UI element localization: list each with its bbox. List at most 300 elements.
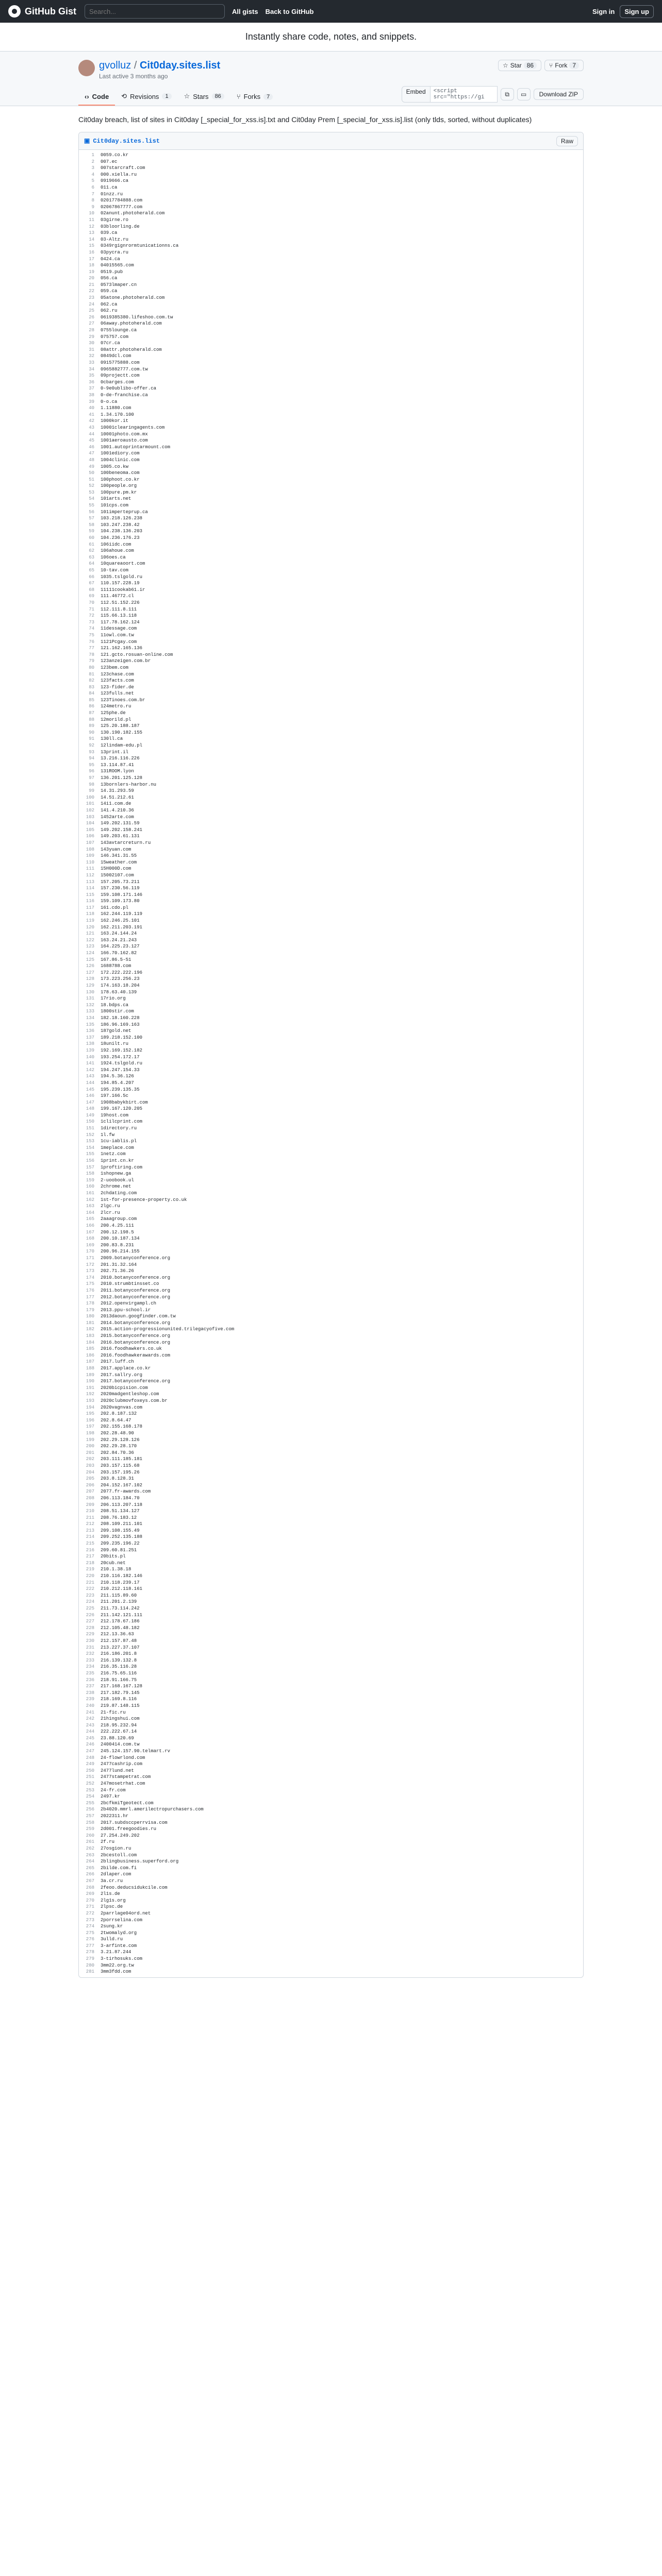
sign-up-button[interactable]: Sign up (620, 5, 654, 18)
line-number[interactable]: 157 (86, 1164, 94, 1170)
line-number[interactable]: 63 (89, 554, 94, 560)
line-number[interactable]: 134 (86, 1015, 94, 1021)
line-number[interactable]: 107 (86, 840, 94, 845)
line-number[interactable]: 127 (86, 970, 94, 975)
line-number[interactable]: 66 (89, 574, 94, 580)
line-number[interactable]: 150 (86, 1119, 94, 1125)
line-number[interactable]: 54 (89, 496, 94, 502)
line-number[interactable]: 185 (86, 1346, 94, 1352)
line-number[interactable]: 219 (86, 1567, 94, 1572)
line-number[interactable]: 244 (86, 1729, 94, 1735)
line-number[interactable]: 88 (89, 717, 94, 722)
star-button[interactable] (498, 60, 541, 71)
line-number[interactable]: 13 (89, 230, 94, 236)
line-number[interactable]: 168 (86, 1236, 94, 1242)
line-number[interactable]: 119 (86, 918, 94, 924)
line-number[interactable]: 240 (86, 1703, 94, 1708)
line-number[interactable]: 174 (86, 1275, 94, 1280)
raw-button[interactable]: Raw (556, 136, 578, 146)
line-number[interactable]: 111 (86, 866, 94, 872)
line-number[interactable]: 208 (86, 1495, 94, 1501)
avatar[interactable] (78, 60, 95, 76)
line-number[interactable]: 138 (86, 1041, 94, 1047)
github-gist-logo[interactable] (8, 5, 76, 18)
line-number[interactable]: 171 (86, 1255, 94, 1261)
line-number[interactable]: 115 (86, 892, 94, 897)
tab-code[interactable] (78, 89, 115, 106)
line-number[interactable]: 175 (86, 1281, 94, 1287)
line-number[interactable]: 26 (89, 314, 94, 320)
line-number[interactable]: 220 (86, 1573, 94, 1579)
line-number[interactable]: 16 (89, 249, 94, 255)
line-number[interactable]: 261 (86, 1839, 94, 1845)
line-number[interactable]: 126 (86, 963, 94, 969)
line-number[interactable]: 270 (86, 1897, 94, 1903)
line-number[interactable]: 50 (89, 470, 94, 476)
line-number[interactable]: 162 (86, 1197, 94, 1202)
line-number[interactable]: 51 (89, 477, 94, 482)
line-number[interactable]: 99 (89, 788, 94, 794)
line-number[interactable]: 236 (86, 1677, 94, 1683)
line-number[interactable]: 28 (89, 328, 94, 333)
line-number[interactable]: 227 (86, 1619, 94, 1624)
line-number[interactable]: 42 (89, 418, 94, 424)
line-number[interactable]: 82 (89, 678, 94, 684)
line-number[interactable]: 216 (86, 1547, 94, 1553)
nav-all-gists[interactable]: All gists (232, 7, 258, 15)
line-number[interactable]: 45 (89, 438, 94, 444)
line-number[interactable]: 44 (89, 431, 94, 437)
line-number[interactable]: 5 (91, 178, 94, 184)
line-number[interactable]: 203 (86, 1463, 94, 1468)
line-number[interactable]: 235 (86, 1670, 94, 1676)
line-number[interactable]: 269 (86, 1891, 94, 1897)
line-number[interactable]: 38 (89, 392, 94, 398)
line-number[interactable]: 166 (86, 1223, 94, 1228)
line-number[interactable]: 18 (89, 263, 94, 268)
line-number[interactable]: 211 (86, 1515, 94, 1520)
line-number[interactable]: 277 (86, 1943, 94, 1948)
line-number[interactable]: 83 (89, 684, 94, 690)
download-zip-button[interactable]: Download ZIP (534, 89, 584, 100)
line-number[interactable]: 17 (89, 256, 94, 262)
line-number[interactable]: 184 (86, 1340, 94, 1345)
line-number[interactable]: 243 (86, 1722, 94, 1728)
line-number[interactable]: 80 (89, 665, 94, 670)
line-number[interactable]: 182 (86, 1327, 94, 1332)
line-number[interactable]: 52 (89, 483, 94, 489)
line-number[interactable]: 62 (89, 548, 94, 554)
line-number[interactable]: 78 (89, 652, 94, 657)
line-number[interactable]: 158 (86, 1171, 94, 1177)
line-number[interactable]: 198 (86, 1430, 94, 1436)
line-number[interactable]: 86 (89, 704, 94, 709)
line-number[interactable]: 241 (86, 1709, 94, 1715)
line-number[interactable]: 186 (86, 1352, 94, 1358)
line-number[interactable]: 178 (86, 1301, 94, 1307)
line-number[interactable]: 247 (86, 1749, 94, 1754)
line-number[interactable]: 200 (86, 1444, 94, 1449)
line-number[interactable]: 37 (89, 386, 94, 392)
line-number[interactable]: 217 (86, 1554, 94, 1560)
line-number[interactable]: 67 (89, 581, 94, 586)
line-number[interactable]: 2 (91, 159, 94, 164)
line-number[interactable]: 169 (86, 1242, 94, 1248)
line-number[interactable]: 263 (86, 1852, 94, 1858)
line-number[interactable]: 273 (86, 1917, 94, 1923)
line-number[interactable]: 69 (89, 594, 94, 599)
line-number[interactable]: 15 (89, 243, 94, 249)
line-number[interactable]: 267 (86, 1878, 94, 1884)
line-number[interactable]: 65 (89, 568, 94, 573)
line-number[interactable]: 7 (91, 191, 94, 197)
line-number[interactable]: 71 (89, 606, 94, 612)
line-number[interactable]: 204 (86, 1469, 94, 1475)
line-number[interactable]: 124 (86, 951, 94, 956)
line-number[interactable]: 105 (86, 827, 94, 833)
line-number[interactable]: 128 (86, 976, 94, 982)
line-number[interactable]: 148 (86, 1106, 94, 1112)
line-number[interactable]: 129 (86, 983, 94, 988)
line-number[interactable]: 22 (89, 289, 94, 294)
tab-revisions[interactable] (115, 88, 177, 106)
line-number[interactable]: 46 (89, 444, 94, 450)
line-number[interactable]: 72 (89, 613, 94, 619)
line-number[interactable]: 262 (86, 1845, 94, 1851)
line-number[interactable]: 94 (89, 756, 94, 761)
line-number[interactable]: 57 (89, 516, 94, 521)
line-number[interactable]: 191 (86, 1385, 94, 1391)
line-number[interactable]: 23 (89, 295, 94, 301)
line-number[interactable]: 207 (86, 1489, 94, 1495)
line-number[interactable]: 256 (86, 1807, 94, 1812)
desktop-icon[interactable]: ▭ (517, 88, 531, 100)
line-number[interactable]: 142 (86, 1067, 94, 1073)
line-number[interactable]: 225 (86, 1606, 94, 1611)
line-number[interactable]: 215 (86, 1541, 94, 1547)
line-number[interactable]: 250 (86, 1768, 94, 1773)
line-number[interactable]: 183 (86, 1333, 94, 1339)
line-number[interactable]: 130 (86, 989, 94, 995)
line-number[interactable]: 91 (89, 736, 94, 742)
line-number[interactable]: 232 (86, 1651, 94, 1657)
line-number[interactable]: 8 (91, 198, 94, 204)
line-number[interactable]: 60 (89, 535, 94, 541)
line-number[interactable]: 278 (86, 1950, 94, 1955)
line-number[interactable]: 275 (86, 1930, 94, 1936)
line-number[interactable]: 156 (86, 1158, 94, 1164)
line-number[interactable]: 212 (86, 1521, 94, 1527)
line-number[interactable]: 113 (86, 879, 94, 885)
line-number[interactable]: 84 (89, 691, 94, 697)
line-number[interactable]: 268 (86, 1885, 94, 1890)
line-number[interactable]: 237 (86, 1684, 94, 1689)
line-number[interactable]: 64 (89, 561, 94, 567)
line-number[interactable]: 188 (86, 1366, 94, 1371)
line-number[interactable]: 246 (86, 1742, 94, 1748)
line-number[interactable]: 147 (86, 1099, 94, 1105)
line-number[interactable]: 177 (86, 1294, 94, 1300)
line-number[interactable]: 251 (86, 1774, 94, 1780)
line-number[interactable]: 173 (86, 1268, 94, 1274)
line-number[interactable]: 30 (89, 341, 94, 346)
line-number[interactable]: 259 (86, 1826, 94, 1832)
line-number[interactable]: 14 (89, 236, 94, 242)
line-number[interactable]: 4 (91, 172, 94, 177)
line-number[interactable]: 27 (89, 321, 94, 327)
line-number[interactable]: 74 (89, 626, 94, 632)
line-number[interactable]: 229 (86, 1632, 94, 1637)
line-number[interactable]: 145 (86, 1087, 94, 1092)
line-number[interactable]: 136 (86, 1028, 94, 1034)
line-number[interactable]: 139 (86, 1047, 94, 1053)
line-number[interactable]: 108 (86, 846, 94, 852)
line-number[interactable]: 34 (89, 366, 94, 372)
line-number[interactable]: 206 (86, 1482, 94, 1488)
line-number[interactable]: 97 (89, 775, 94, 781)
line-number[interactable]: 101 (86, 801, 94, 807)
line-number[interactable]: 1 (91, 152, 94, 158)
line-number[interactable]: 154 (86, 1145, 94, 1150)
line-number[interactable]: 233 (86, 1657, 94, 1663)
line-number[interactable]: 131 (86, 996, 94, 1002)
line-number[interactable]: 104 (86, 821, 94, 826)
line-number[interactable]: 264 (86, 1859, 94, 1865)
line-number[interactable]: 118 (86, 911, 94, 917)
line-number[interactable]: 103 (86, 814, 94, 820)
line-number[interactable]: 196 (86, 1417, 94, 1423)
copy-icon[interactable]: ⧉ (501, 88, 514, 100)
line-number[interactable]: 234 (86, 1664, 94, 1670)
tab-stars[interactable] (178, 88, 230, 106)
line-number[interactable]: 218 (86, 1560, 94, 1566)
line-number[interactable]: 179 (86, 1307, 94, 1313)
line-number[interactable]: 12 (89, 224, 94, 229)
line-number[interactable]: 214 (86, 1534, 94, 1540)
line-number[interactable]: 238 (86, 1690, 94, 1696)
line-number[interactable]: 223 (86, 1592, 94, 1598)
line-number[interactable]: 187 (86, 1359, 94, 1365)
line-number[interactable]: 132 (86, 1002, 94, 1008)
line-number[interactable]: 53 (89, 489, 94, 495)
line-number[interactable]: 257 (86, 1814, 94, 1819)
line-number[interactable]: 159 (86, 1177, 94, 1183)
line-number[interactable]: 121 (86, 931, 94, 937)
line-number[interactable]: 135 (86, 1022, 94, 1027)
line-number[interactable]: 55 (89, 503, 94, 509)
line-number[interactable]: 245 (86, 1735, 94, 1741)
line-number[interactable]: 176 (86, 1287, 94, 1293)
line-number[interactable]: 36 (89, 379, 94, 385)
line-number[interactable]: 100 (86, 794, 94, 800)
line-number[interactable]: 137 (86, 1035, 94, 1040)
line-number[interactable]: 195 (86, 1411, 94, 1417)
line-number[interactable]: 3 (91, 165, 94, 171)
line-number[interactable]: 249 (86, 1761, 94, 1767)
line-number[interactable]: 6 (91, 184, 94, 190)
line-number[interactable]: 221 (86, 1580, 94, 1585)
line-number[interactable]: 210 (86, 1509, 94, 1514)
line-number[interactable]: 41 (89, 412, 94, 417)
line-number[interactable]: 163 (86, 1204, 94, 1209)
line-number[interactable]: 272 (86, 1910, 94, 1916)
file-name-link[interactable] (84, 137, 160, 145)
line-number[interactable]: 110 (86, 859, 94, 865)
line-number[interactable]: 25 (89, 308, 94, 314)
line-number[interactable]: 143 (86, 1074, 94, 1079)
line-number[interactable]: 120 (86, 924, 94, 930)
line-number[interactable]: 155 (86, 1151, 94, 1157)
line-number[interactable]: 125 (86, 957, 94, 962)
line-number[interactable]: 242 (86, 1716, 94, 1722)
line-number[interactable]: 70 (89, 600, 94, 605)
line-number[interactable]: 224 (86, 1599, 94, 1605)
line-number[interactable]: 40 (89, 405, 94, 411)
line-number[interactable]: 172 (86, 1262, 94, 1267)
line-number[interactable]: 213 (86, 1528, 94, 1533)
line-number[interactable]: 239 (86, 1697, 94, 1702)
line-number[interactable]: 231 (86, 1645, 94, 1650)
line-number[interactable]: 266 (86, 1872, 94, 1877)
line-number[interactable]: 133 (86, 1009, 94, 1014)
line-number[interactable]: 95 (89, 762, 94, 768)
line-number[interactable]: 255 (86, 1800, 94, 1806)
line-number[interactable]: 170 (86, 1249, 94, 1255)
line-number[interactable]: 11 (89, 217, 94, 223)
line-number[interactable]: 228 (86, 1625, 94, 1631)
line-number[interactable]: 194 (86, 1404, 94, 1410)
line-number[interactable]: 144 (86, 1080, 94, 1086)
line-number[interactable]: 248 (86, 1755, 94, 1760)
line-number[interactable]: 122 (86, 937, 94, 943)
line-number[interactable]: 271 (86, 1904, 94, 1910)
line-number[interactable]: 189 (86, 1372, 94, 1378)
line-number[interactable]: 85 (89, 697, 94, 703)
line-number[interactable]: 116 (86, 899, 94, 904)
line-number[interactable]: 161 (86, 1191, 94, 1196)
line-number[interactable]: 33 (89, 360, 94, 365)
line-number[interactable]: 21 (89, 282, 94, 287)
line-number[interactable]: 59 (89, 529, 94, 534)
line-number[interactable]: 141 (86, 1061, 94, 1066)
line-number[interactable]: 68 (89, 587, 94, 592)
line-number[interactable]: 24 (89, 301, 94, 307)
sign-in-link[interactable]: Sign in (592, 7, 615, 15)
line-number[interactable]: 164 (86, 1210, 94, 1215)
line-number[interactable]: 92 (89, 743, 94, 749)
line-number[interactable]: 222 (86, 1586, 94, 1592)
line-number[interactable]: 201 (86, 1450, 94, 1455)
line-number[interactable]: 167 (86, 1229, 94, 1235)
search-input[interactable] (85, 4, 225, 19)
embed-select[interactable]: Embed (402, 86, 431, 103)
line-number[interactable]: 32 (89, 353, 94, 359)
line-number[interactable]: 77 (89, 646, 94, 651)
line-number[interactable]: 193 (86, 1398, 94, 1403)
line-number[interactable]: 114 (86, 886, 94, 891)
line-number[interactable]: 153 (86, 1139, 94, 1144)
line-number[interactable]: 20 (89, 276, 94, 281)
line-number[interactable]: 29 (89, 334, 94, 340)
line-number[interactable]: 39 (89, 399, 94, 404)
line-number[interactable]: 279 (86, 1956, 94, 1962)
line-number[interactable]: 160 (86, 1184, 94, 1190)
line-number[interactable]: 75 (89, 632, 94, 638)
line-number[interactable]: 9 (91, 204, 94, 210)
embed-url-input[interactable]: <script src="https://gi (431, 86, 498, 103)
gist-name-link[interactable]: Cit0day.sites.list (139, 60, 221, 71)
line-number[interactable]: 47 (89, 451, 94, 456)
line-number[interactable]: 61 (89, 541, 94, 547)
line-number[interactable]: 35 (89, 373, 94, 379)
line-number[interactable]: 106 (86, 834, 94, 839)
line-number[interactable]: 19 (89, 269, 94, 275)
line-number[interactable]: 151 (86, 1126, 94, 1131)
line-number[interactable]: 209 (86, 1502, 94, 1507)
line-number[interactable]: 89 (89, 723, 94, 729)
line-number[interactable]: 281 (86, 1969, 94, 1975)
gist-owner-link[interactable]: gvolluz (99, 60, 131, 71)
line-number[interactable]: 165 (86, 1216, 94, 1222)
line-number[interactable]: 98 (89, 782, 94, 787)
line-number[interactable]: 81 (89, 671, 94, 677)
line-number[interactable]: 73 (89, 619, 94, 625)
line-number[interactable]: 117 (86, 905, 94, 910)
line-number[interactable]: 76 (89, 639, 94, 645)
nav-back-to-github[interactable]: Back to GitHub (265, 7, 314, 15)
line-number[interactable]: 123 (86, 944, 94, 950)
line-number[interactable]: 56 (89, 509, 94, 515)
line-number[interactable]: 197 (86, 1424, 94, 1430)
line-number[interactable]: 149 (86, 1112, 94, 1118)
line-number[interactable]: 90 (89, 730, 94, 735)
line-number[interactable]: 274 (86, 1924, 94, 1929)
line-number[interactable]: 192 (86, 1392, 94, 1397)
line-number[interactable]: 31 (89, 347, 94, 352)
fork-button[interactable] (544, 60, 584, 71)
line-number[interactable]: 146 (86, 1093, 94, 1099)
line-number[interactable]: 48 (89, 457, 94, 463)
line-number[interactable]: 252 (86, 1781, 94, 1787)
line-number[interactable]: 93 (89, 749, 94, 755)
tab-forks[interactable] (230, 89, 279, 106)
line-number[interactable]: 205 (86, 1476, 94, 1482)
line-number[interactable]: 43 (89, 425, 94, 430)
line-number[interactable]: 109 (86, 853, 94, 859)
line-number[interactable]: 102 (86, 807, 94, 813)
line-number[interactable]: 87 (89, 710, 94, 716)
line-number[interactable]: 180 (86, 1314, 94, 1319)
line-number[interactable]: 49 (89, 464, 94, 469)
line-number[interactable]: 112 (86, 872, 94, 878)
line-number[interactable]: 260 (86, 1833, 94, 1838)
line-number[interactable]: 181 (86, 1320, 94, 1326)
line-number[interactable]: 226 (86, 1612, 94, 1618)
line-number[interactable]: 230 (86, 1638, 94, 1643)
line-number[interactable]: 258 (86, 1820, 94, 1825)
line-number[interactable]: 140 (86, 1054, 94, 1060)
line-number[interactable]: 96 (89, 769, 94, 774)
line-number[interactable]: 280 (86, 1962, 94, 1968)
line-number[interactable]: 253 (86, 1787, 94, 1793)
line-number[interactable]: 152 (86, 1132, 94, 1138)
line-number[interactable]: 254 (86, 1794, 94, 1800)
line-number[interactable]: 276 (86, 1937, 94, 1942)
line-number[interactable]: 10 (89, 211, 94, 216)
line-number[interactable]: 79 (89, 658, 94, 664)
line-number[interactable]: 190 (86, 1379, 94, 1384)
line-number[interactable]: 58 (89, 522, 94, 528)
